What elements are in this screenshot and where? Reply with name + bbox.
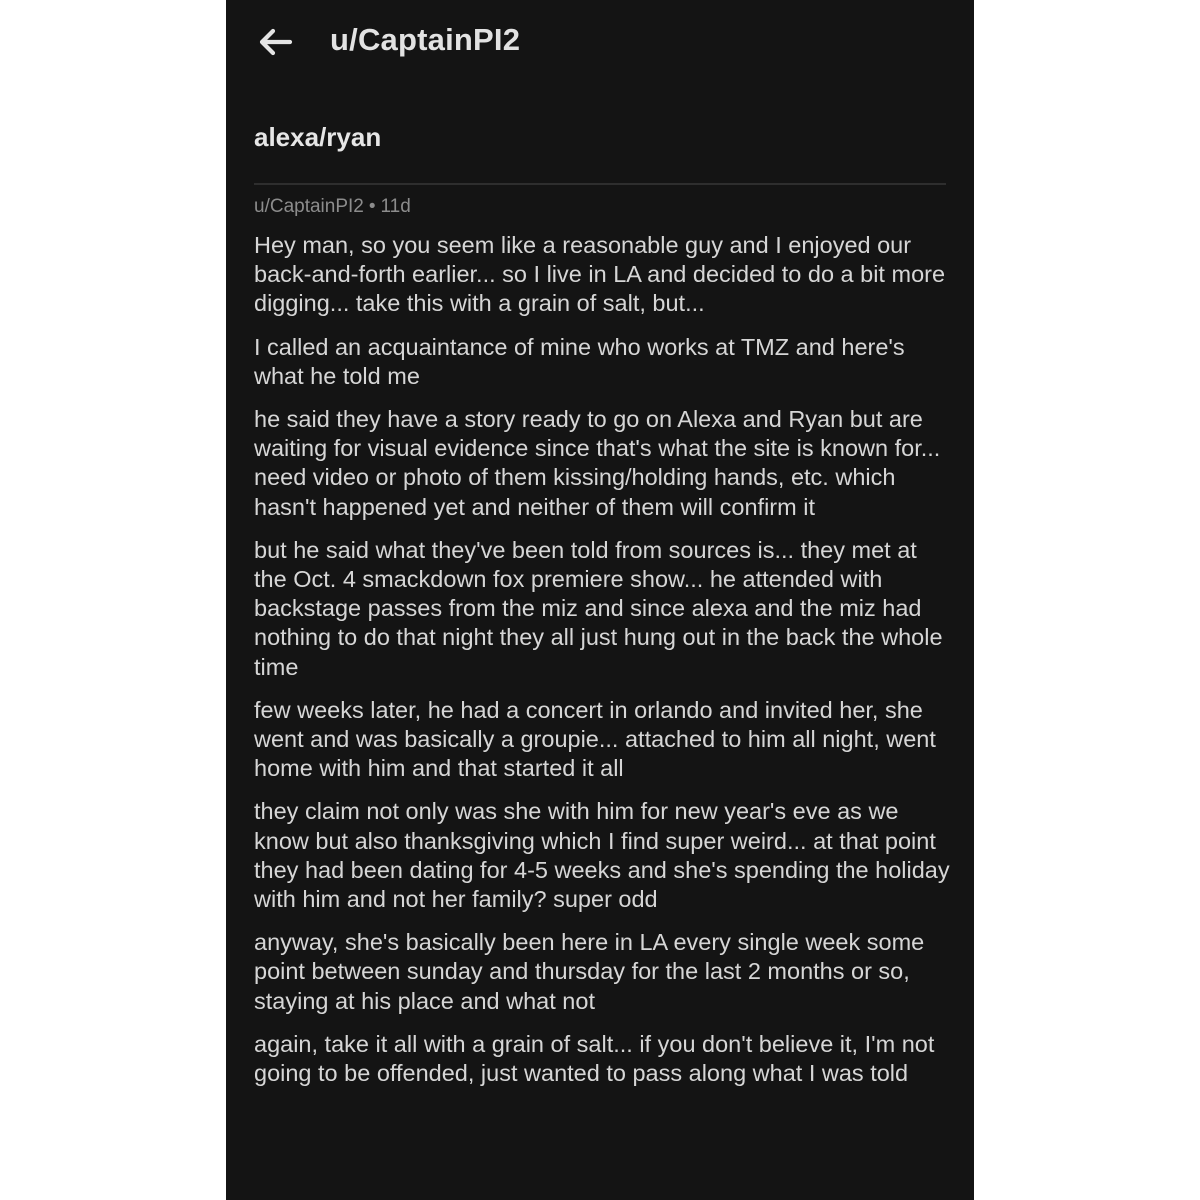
message-age: 11d xyxy=(380,196,411,217)
message-screen xyxy=(226,0,974,1200)
message-paragraph: he said they have a story ready to go on Alexa and Ryan but are waiting for visual evidence since that's what the site is known for... need video or photo of them kissing/holding hands, etc. which hasn't happened yet and neither of them will confirm it xyxy=(254,406,941,520)
back-button[interactable] xyxy=(256,22,296,62)
message-paragraph: few weeks later, he had a concert in orlando and invited her, she went and was basically a groupie... attached to him all night, went home with him and that started it all xyxy=(254,696,936,782)
message-paragraph: but he said what they've been told from sources is... they met at the Oct. 4 smackdown fox premiere show... he attended with backstage passes from the miz and since alexa and the miz had nothing to do that night they all just hung out in the back the whole time xyxy=(254,536,943,680)
message-paragraph: Hey man, so you seem like a reasonable guy and I enjoyed our back-and-forth earlier... so I live in LA and decided to do a bit more digging... take this with a grain of salt, but... xyxy=(254,232,946,317)
divider xyxy=(254,183,946,185)
message-paragraph: again, take it all with a grain of salt... if you don't believe it, I'm not going to be offended, just wanted to pass along what I was told xyxy=(254,1030,935,1087)
message-body xyxy=(254,231,950,1102)
message-subject: alexa/ryan xyxy=(254,122,382,152)
meta-separator: • xyxy=(368,196,376,217)
message-paragraph: I called an acquaintance of mine who works at TMZ and here's what he told me xyxy=(254,333,905,389)
author-link[interactable]: u/CaptainPI2 xyxy=(254,196,364,217)
message-paragraph: they claim not only was she with him for new year's eve as we know but also thanksgiving which I find super weird... at that point they had been dating for 4-5 weeks and she's spending the holiday with him and not her family? super odd xyxy=(254,798,950,913)
page-title: u/CaptainPI2 xyxy=(330,22,521,57)
top-bar xyxy=(226,0,974,84)
message-meta xyxy=(254,196,411,218)
message-paragraph: anyway, she's basically been here in LA every single week some point between sunday and thursday for the last 2 months or so, staying at his place and what not xyxy=(254,929,925,1014)
arrow-left-icon xyxy=(256,22,296,62)
